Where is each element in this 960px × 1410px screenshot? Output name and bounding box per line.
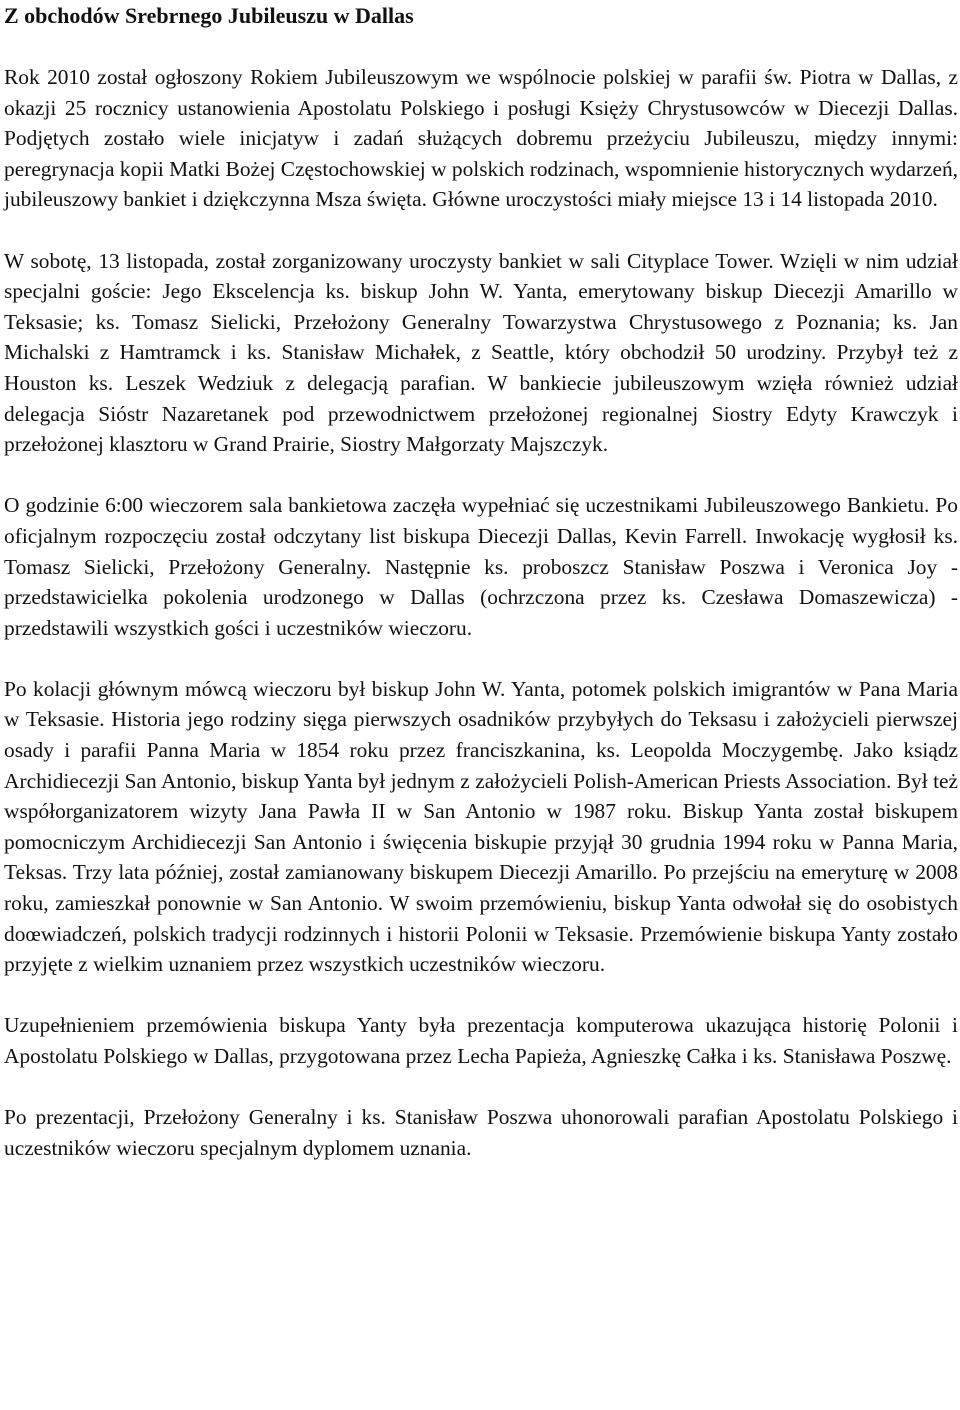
paragraph-banquet-opening: O godzinie 6:00 wieczorem sala bankietowa zaczęła wypełniać się uczestnikami Jubileuszowego Bankietu. Po oficjalnym rozpoczęciu został odczytany list biskupa Diecezji Dallas, Kevin Farrell. Inwokację wygłosił ks. Tomasz Sielicki, Przełożony Generalny. Następnie ks. proboszcz Stanisław Poszwa i Veronica Joy - przedstawicielka pokolenia urodzonego w Dallas (ochrzczona przez ks. Czesława Domaszewicza) - przedstawili wszystkich gości i uczestników wieczoru.: [4, 493, 958, 640]
paragraph-bishop-yanta-speech: Po kolacji głównym mówcą wieczoru był biskup John W. Yanta, potomek polskich imigrantów w Pana Maria w Teksasie. Historia jego rodziny sięga pierwszych osadników przybyłych do Teksasu i założycieli pierwszej osady i parafii Panna Maria w 1854 roku przez franciszkanina, ks. Leopolda Moczygembę. Jako ksiądz Archidiecezji San Antonio, biskup Yanta był jednym z założycieli Polish-American Priests Association. Był też współorganizatorem wizyty Jana Pawła II w San Antonio w 1987 roku. Biskup Yanta został biskupem pomocniczym Archidiecezji San Antonio i święcenia biskupie przyjął 30 grudnia 1994 roku w Panna Maria, Teksas. Trzy lata później, został zamianowany biskupem Diecezji Amarillo. Po przejściu na emeryturę w 2008 roku, zamieszkał ponownie w San Antonio. W swoim przemówieniu, biskup Yanta odwołał się do osobistych doœwiadczeń, polskich tradycji rodzinnych i historii Polonii w Teksasie. Przemówienie biskupa Yanty zostało przyjęte z wielkim uznaniem przez wszystkich uczestników wieczoru.: [4, 676, 958, 977]
paragraph-diplomas: Po prezentacji, Przełożony Generalny i ks. Stanisław Poszwa uhonorowali parafian Apostolatu Polskiego i uczestników wieczoru specjalnym dyplomem uznania.: [4, 1105, 958, 1160]
document-body: [4, 62, 958, 1163]
document-page: [4, 0, 958, 1194]
document-title: Z obchodów Srebrnego Jubileuszu w Dallas: [4, 3, 414, 28]
paragraph-jubilee-year: Rok 2010 został ogłoszony Rokiem Jubileuszowym we wspólnocie polskiej w parafii św. Piotra w Dallas, z okazji 25 rocznicy ustanowienia Apostolatu Polskiego i posługi Księży Chrystusowców w Diecezji Dallas. Podjętych zostało wiele inicjatyw i zadań służących dobremu przeżyciu Jubileuszu, między innymi: peregrynacja kopii Matki Bożej Częstochowskiej w polskich rodzinach, wspomnienie historycznych wydarzeń, jubileuszowy bankiet i dziękczynna Msza święta. Główne uroczystości miały miejsce 13 i 14 listopada 2010.: [4, 65, 958, 212]
paragraph-presentation: Uzupełnieniem przemówienia biskupa Yanty była prezentacja komputerowa ukazująca historię Polonii i Apostolatu Polskiego w Dallas, przygotowana przez Lecha Papieża, Agnieszkę Całka i ks. Stanisława Poszwę.: [4, 1013, 958, 1068]
paragraph-banquet-guests: W sobotę, 13 listopada, został zorganizowany uroczysty bankiet w sali Cityplace Tower. Wzięli w nim udział specjalni goście: Jego Ekscelencja ks. biskup John W. Yanta, emerytowany biskup Diecezji Amarillo w Teksasie; ks. Tomasz Sielicki, Przełożony Generalny Towarzystwa Chrystusowego z Poznania; ks. Jan Michalski z Hamtramck i ks. Stanisław Michałek, z Seattle, który obchodził 50 urodziny. Przybył też z Houston ks. Leszek Wedziuk z delegacją parafian. W bankiecie jubileuszowym wzięła również udział delegacja Sióstr Nazaretanek pod przewodnictwem przełożonej regionalnej Siostry Edyty Krawczyk i przełożonej klasztoru w Grand Prairie, Siostry Małgorzaty Majszczyk.: [4, 248, 958, 457]
